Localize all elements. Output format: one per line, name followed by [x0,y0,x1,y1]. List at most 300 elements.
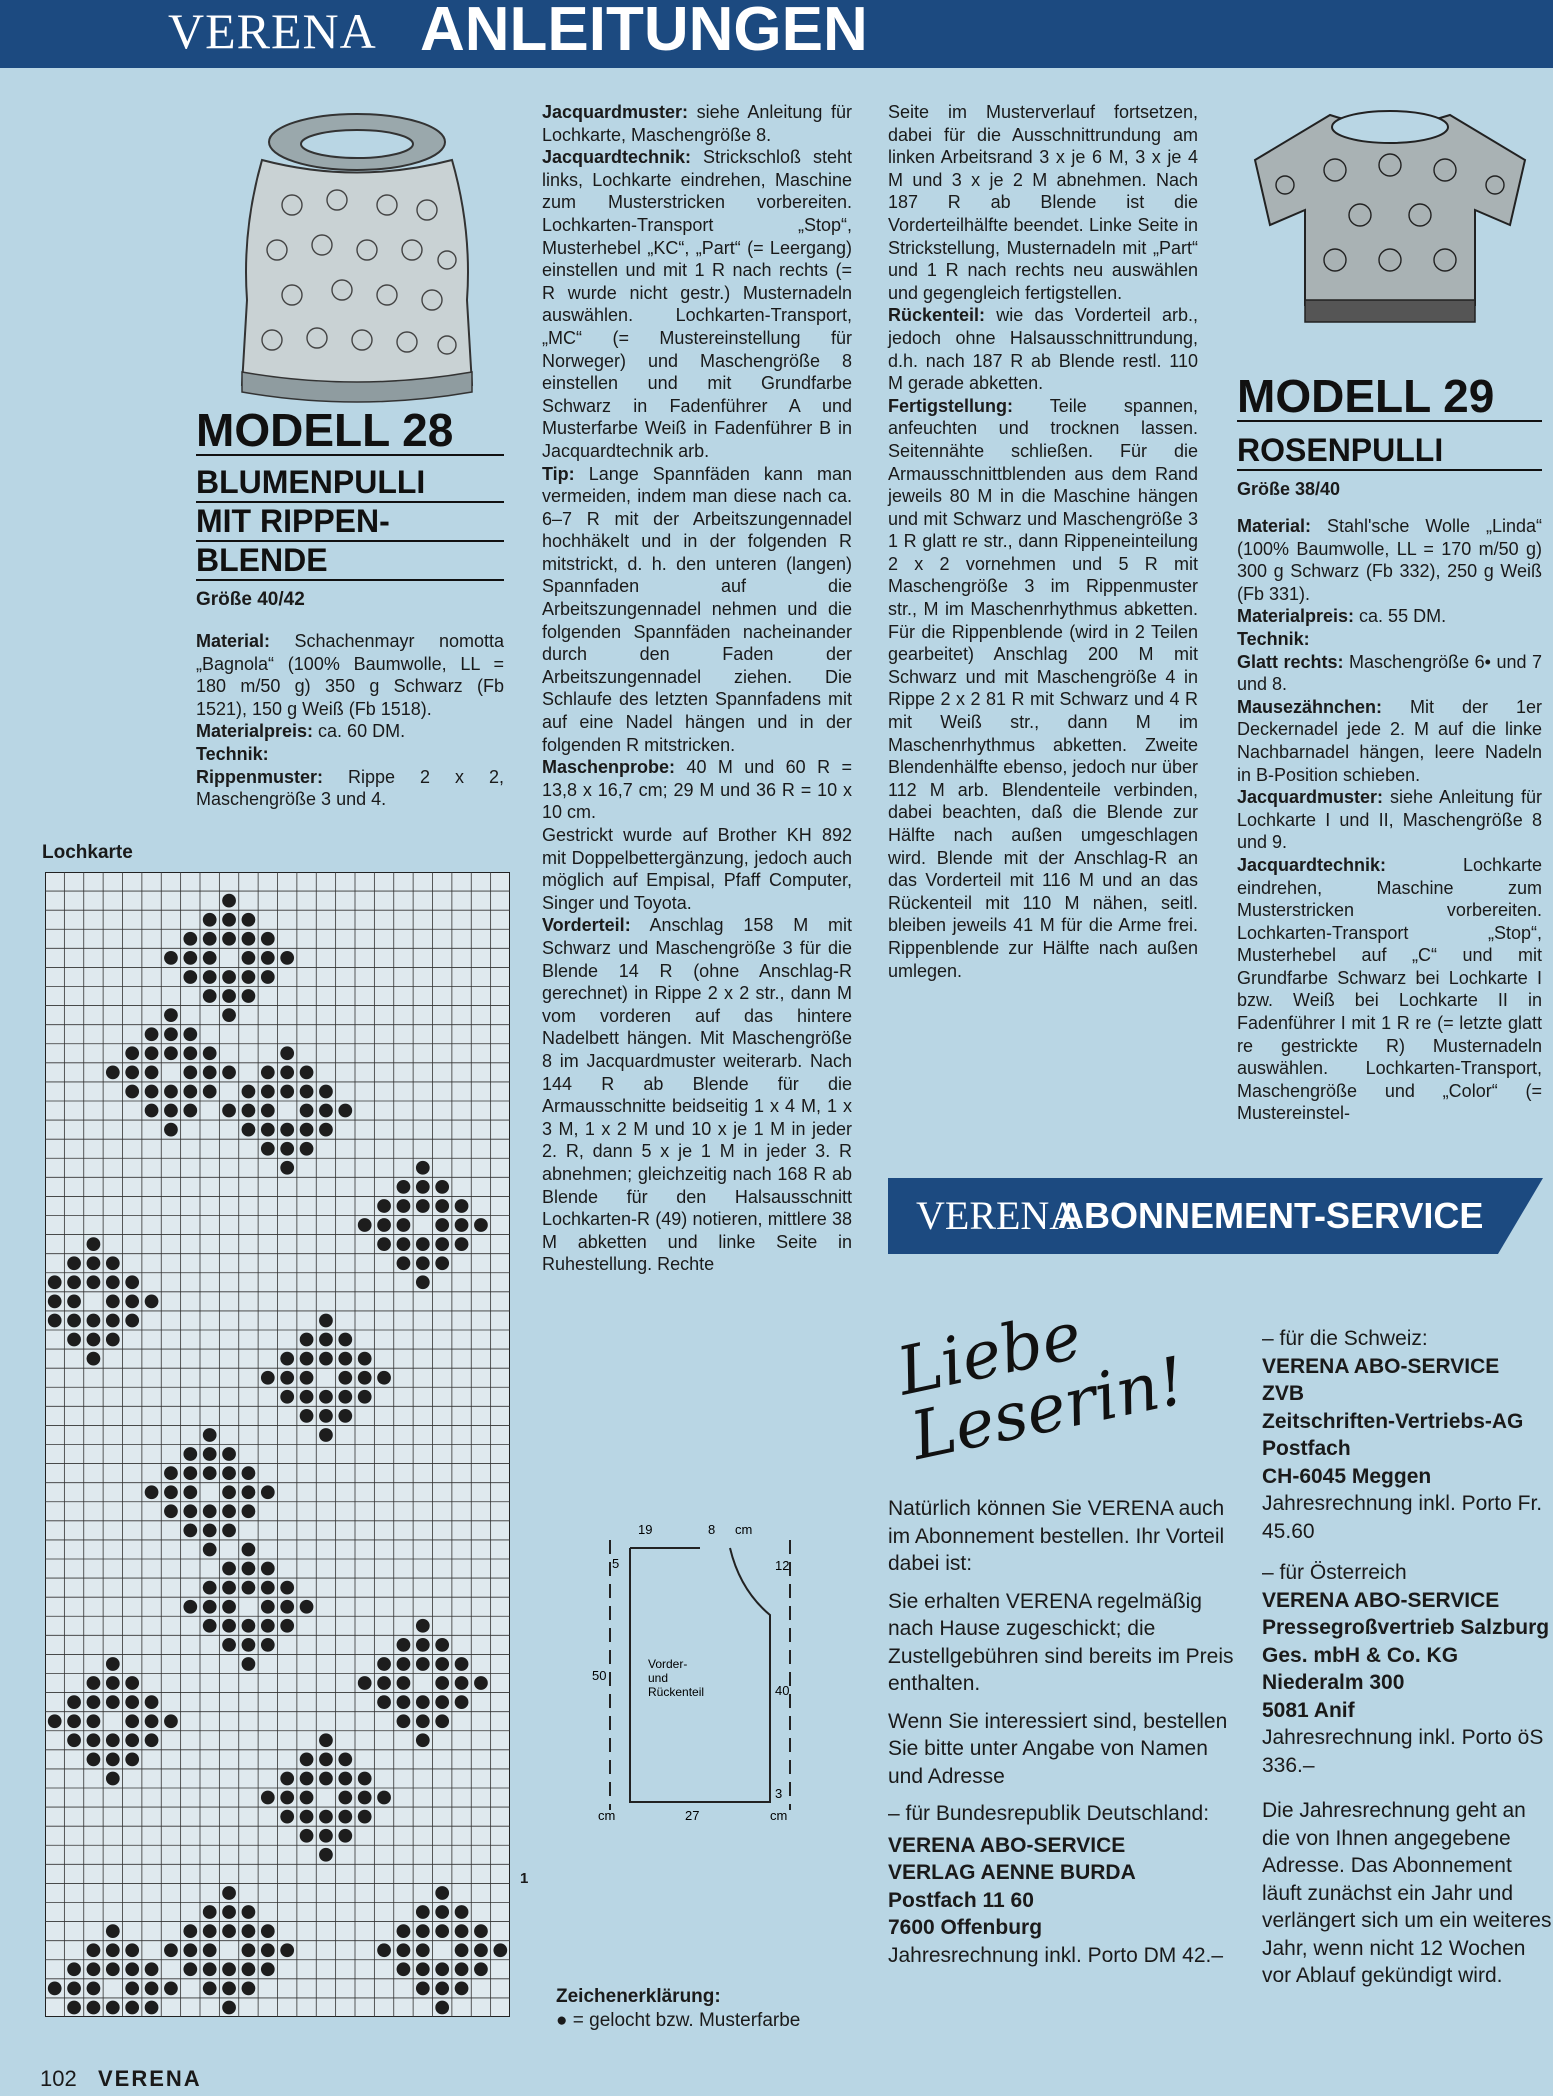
greeting-script: Liebe Leserin! [890,1296,1192,1476]
abo-germany-line-3: Postfach 11 60 [888,1888,1034,1912]
punch-hole [261,1791,275,1805]
model-28-size: Größe 40/42 [196,588,305,610]
punch-hole [280,1581,294,1595]
punch-hole [261,1485,275,1499]
punch-hole [222,1485,236,1499]
punch-hole [319,1733,333,1747]
label: Materialpreis: [196,721,314,742]
label: Tip: [542,463,575,484]
header-title: ANLEITUNGEN [420,0,868,64]
punch-hole [203,989,217,1003]
punch-hole [338,1753,352,1767]
punch-hole [474,1218,488,1232]
punch-hole [319,1753,333,1767]
punch-hole [183,1027,197,1041]
text: Rippe 2 x 2, Maschengröße 3 und 4. [196,766,504,810]
punch-hole [164,1027,178,1041]
punch-hole [261,1943,275,1957]
abo-germany-price: Jahresrechnung inkl. Porto DM 42.– [888,1943,1224,1967]
abo-banner-brand: VERENA [916,1193,1079,1238]
punch-hole [125,2001,139,2015]
punch-hole [48,1314,62,1328]
abo-austria-line-1: VERENA ABO-SERVICE [1262,1588,1500,1612]
punch-hole [319,1390,333,1404]
punch-hole [48,1982,62,1996]
punch-hole [222,1619,236,1633]
punch-hole [183,1524,197,1538]
punch-hole [280,1123,294,1137]
punch-hole [455,1943,469,1957]
punch-hole [106,1753,120,1767]
punch-hole [145,1046,159,1060]
punch-hole [300,1104,314,1118]
punch-hole [377,1943,391,1957]
punch-hole [261,1066,275,1080]
punch-hole [106,1333,120,1347]
punch-hole [242,1123,256,1137]
punch-hole [300,1142,314,1156]
dim-top-unit: cm [735,1522,753,1537]
punch-hole [416,1237,430,1251]
text: Lochkarte eindrehen, Maschine zum Musterstricken vorbereiten. Lochkarten-Transport „Stop“, Musterhebel auf „C“ und mit Grundfarbe Schwarz bei Lochkarte I bzw. Weiß bei Lochkarte II in Fadenführer I mit 1 R re (= letzte glatt re gestrickte R) Musternadeln auswählen. Lochkarten-Transport, Maschengröße und „Color“ (= Mustereinstel- [1237,854,1542,1124]
punch-hole [358,1772,372,1786]
lochkarte-grid [45,872,510,2017]
punch-hole [242,1619,256,1633]
punch-hole [416,1943,430,1957]
punch-hole [319,1123,333,1137]
punch-hole [203,1466,217,1480]
punch-hole [300,1772,314,1786]
punch-hole [48,1295,62,1309]
abo-intro-1: Natürlich können Sie VERENA auch im Abonnement bestellen. Ihr Vorteil dabei ist: [888,1497,1225,1575]
punch-hole [203,913,217,927]
punch-hole [358,1352,372,1366]
model-28-materials [196,630,504,811]
punch-hole [183,1046,197,1060]
abo-banner-text [888,1178,1543,1254]
punch-hole [87,1753,101,1767]
punch-hole [87,1733,101,1747]
abo-austria-line-5: 5081 Anif [1262,1698,1355,1722]
punch-hole [435,1657,449,1671]
punch-hole [106,1066,120,1080]
punch-hole [435,1982,449,1996]
punch-hole [435,1237,449,1251]
punch-hole [261,932,275,946]
punch-hole [358,1371,372,1385]
punch-hole [145,1714,159,1728]
punch-hole [397,1180,411,1194]
punch-hole [261,1962,275,1976]
punch-hole [416,1161,430,1175]
punch-hole [377,1657,391,1671]
punch-hole [377,1237,391,1251]
punch-hole [261,1619,275,1633]
abo-switzerland-line-2: ZVB [1262,1382,1304,1405]
punch-hole [183,1466,197,1480]
punch-hole [145,1485,159,1499]
punch-hole [67,1275,81,1289]
punch-hole [280,1046,294,1060]
punch-hole [125,1982,139,1996]
punch-hole [222,1504,236,1518]
punch-hole [416,1982,430,1996]
punch-hole [416,1962,430,1976]
punch-hole [377,1676,391,1690]
instructions-column-2 [542,101,852,1276]
punch-hole [242,1638,256,1652]
punch-hole [416,1657,430,1671]
punch-hole [261,1924,275,1938]
punch-hole [87,1714,101,1728]
punch-hole [377,1695,391,1709]
model-29-block [1237,372,1542,500]
punch-hole [242,1562,256,1576]
model-28-heading: MODELL 28 [196,406,504,456]
sleeveless-sweater-illustration [222,110,492,415]
punch-hole [455,1695,469,1709]
punch-hole [203,1962,217,1976]
punch-hole [125,1733,139,1747]
punch-hole [222,1886,236,1900]
punch-hole [397,1676,411,1690]
model-29-heading: MODELL 29 [1237,372,1542,422]
punch-hole [319,1772,333,1786]
abo-austria-line-4: Niederalm 300 [1262,1671,1405,1694]
punch-hole [338,1772,352,1786]
punch-hole [222,1905,236,1919]
abo-switzerland-line-5: CH-6045 Meggen [1262,1464,1432,1488]
punch-hole [145,2001,159,2015]
rose-sweater-illustration [1240,105,1540,335]
label: Technik: [1237,628,1310,649]
text: wie das Vorderteil arb., jedoch ohne Halsausschnittrundung, d.h. nach 187 R ab Blende restl. 110 M gerade abketten. [888,305,1198,394]
punch-hole [455,1982,469,1996]
punch-hole [358,1390,372,1404]
punch-hole [106,1657,120,1671]
punch-hole [435,2001,449,2015]
punch-hole [455,1676,469,1690]
punch-hole [280,1619,294,1633]
punch-hole [106,1695,120,1709]
punch-hole [164,1123,178,1137]
abo-austria-line-2: Pressegroßvertrieb Salzburg [1262,1616,1550,1639]
punch-hole [183,932,197,946]
text: ca. 60 DM. [313,721,406,742]
punch-hole [125,1066,139,1080]
punch-hole [280,1943,294,1957]
model-28-subtitle-line-2: MIT RIPPEN- [196,503,504,542]
punch-hole [222,989,236,1003]
punch-hole [125,1314,139,1328]
text: Lange Spannfäden kann man vermeiden, indem man diese nach ca. 6–7 R mit der Arbeitszungennadel hochhäkelt und in der folgenden R mitstrickt, d. h. den unteren (langen) Spannfaden auf die Arbeitszungennadel nehmen und die folgenden Spannfäden nacheinander durch den Faden der Arbeitszungennadel ziehen. Die Schlaufe des letzten Spannfadens mit auf eine Nadel hängen und in der folgenden R mitstricken. [542,463,852,755]
dim-top-mid: 8 [708,1522,716,1537]
punch-hole [222,1962,236,1976]
dim-left-top: 5 [612,1556,620,1571]
punch-hole [106,1924,120,1938]
punch-hole [222,1447,236,1461]
punch-hole [222,913,236,927]
dim-bottom: 27 [685,1808,700,1820]
dim-right-bottom: 3 [775,1786,783,1801]
punch-hole [164,1085,178,1099]
punch-hole [222,1600,236,1614]
punch-hole [416,1199,430,1213]
punch-hole [222,932,236,946]
punch-hole [280,1142,294,1156]
punch-hole [145,1982,159,1996]
punch-hole [300,1352,314,1366]
footer-brand: VERENA [98,2066,202,2091]
punch-hole [435,1199,449,1213]
punch-hole [377,1218,391,1232]
page-number: 102 [40,2066,77,2091]
punch-hole [242,1543,256,1557]
punch-hole [87,1314,101,1328]
abo-germany-line-2: VERLAG AENNE BURDA [888,1861,1136,1884]
dim-left-mid: 50 [592,1668,607,1683]
label: Jacquardtechnik: [542,147,692,168]
model-28-block [196,406,504,611]
punch-hole [87,1962,101,1976]
punch-hole [125,1943,139,1957]
abo-germany-line-1: VERENA ABO-SERVICE [888,1833,1126,1857]
punch-hole [183,1924,197,1938]
punch-hole [203,1924,217,1938]
punch-hole [319,1333,333,1347]
abo-right-column [1262,1325,1552,2000]
punch-hole [397,1962,411,1976]
punch-hole [67,2001,81,2015]
punch-hole [435,1924,449,1938]
punch-hole [203,1428,217,1442]
punch-hole [87,1695,101,1709]
label: Jacquardtechnik: [1237,854,1387,875]
garment-schematic [590,1520,810,1820]
punch-hole [106,1256,120,1270]
text: siehe Anleitung für Lochkarte, Maschengröße 8. [542,102,852,145]
punch-hole [125,1295,139,1309]
punch-hole [319,1409,333,1423]
schematic-label-line-3: Rückenteil [648,1685,705,1699]
punch-hole [319,1352,333,1366]
punch-hole [319,1810,333,1824]
punch-hole [397,1695,411,1709]
punch-hole [397,1256,411,1270]
punch-hole [300,1810,314,1824]
punch-hole [280,1772,294,1786]
punch-hole [358,1791,372,1805]
punch-hole [319,1085,333,1099]
dim-bottom-unit-left: cm [598,1808,616,1820]
punch-hole [280,1390,294,1404]
punch-hole [338,1810,352,1824]
label: Jacquardmuster: [542,102,689,122]
text: Strickschloß steht links, Lochkarte eindrehen, Maschine zum Musterstricken vorbereiten. Lochkarten-Transport „Stop“, Musterhebel „KC“, „Part“ (= Leergang) einstellen und mit 1 R nach rechts (= R wurde nicht gestr.) Musternadeln auswählen. Lochkarten-Transport, „MC“ (= Mustereinstellung für Norweger) und Maschengröße 8 einstellen und mit Grundfarbe Schwarz in Fadenführer A und Musterfarbe Weiß in Fadenführer B in Jacquardtechnik arb. [542,147,852,461]
punch-hole [203,1982,217,1996]
punch-hole [242,932,256,946]
punch-hole [222,1104,236,1118]
punch-hole [87,1676,101,1690]
punch-hole [300,1791,314,1805]
punch-hole [203,1943,217,1957]
brand-logo: VERENA [168,3,377,59]
punch-hole [48,1275,62,1289]
punch-hole [222,1466,236,1480]
punch-hole [125,1676,139,1690]
punch-hole [435,1256,449,1270]
model-29-subtitle: ROSENPULLI [1237,432,1542,471]
punch-hole [416,1695,430,1709]
punch-hole [106,1962,120,1976]
punch-hole [145,1085,159,1099]
punch-hole [125,1714,139,1728]
punch-hole [242,913,256,927]
punch-hole [183,1447,197,1461]
punch-hole [261,1085,275,1099]
punch-hole [261,1638,275,1652]
punch-hole [106,2001,120,2015]
punch-hole [338,1352,352,1366]
punch-hole [242,1104,256,1118]
punch-hole [203,1543,217,1557]
punch-hole [67,1256,81,1270]
punch-hole [416,1924,430,1938]
label: Maschenprobe: [542,757,676,778]
punch-hole [300,1085,314,1099]
punch-hole [300,1371,314,1385]
punch-hole [67,1733,81,1747]
punch-hole [435,1962,449,1976]
punch-hole [377,1371,391,1385]
label: Fertigstellung: [888,395,1013,416]
legend [556,1985,800,2033]
punch-hole [397,1218,411,1232]
punch-hole [67,1295,81,1309]
punch-hole [455,1237,469,1251]
punch-hole [183,1504,197,1518]
punch-hole [261,1123,275,1137]
punch-hole [242,1085,256,1099]
punch-hole [222,1524,236,1538]
punch-hole [338,1409,352,1423]
punch-hole [67,1333,81,1347]
punch-hole [125,1962,139,1976]
punch-hole [67,1714,81,1728]
punch-hole [203,970,217,984]
punch-hole [435,1714,449,1728]
punch-hole [280,1352,294,1366]
label: Mausezähnchen: [1237,696,1383,717]
punch-hole [203,932,217,946]
punch-hole [183,1962,197,1976]
punch-hole [338,1333,352,1347]
label: Jacquardmuster: [1237,787,1384,808]
punch-hole [203,1619,217,1633]
punch-hole [106,1943,120,1957]
punch-hole [280,1161,294,1175]
punch-hole [87,1256,101,1270]
abo-germany-label: – für Bundesrepublik Deutschland: [888,1802,1210,1825]
punch-hole [358,1676,372,1690]
punch-hole [300,1829,314,1843]
punch-hole [242,1581,256,1595]
punch-hole [416,1714,430,1728]
label: Vorderteil: [542,915,631,936]
instructions-column-3 [888,101,1198,982]
punch-hole [203,1524,217,1538]
punch-hole [164,1046,178,1060]
text: siehe Anleitung für Lochkarte I und II, Maschengröße 8 und 9. [1237,787,1542,853]
abo-note: Die Jahresrechnung geht an die von Ihnen angegebene Adresse. Das Abonnement läuft zunächst ein Jahr und verlängert sich um ein weiteres Jahr, wenn nicht 12 Wochen vor Ablauf gekündigt wird. [1262,1799,1552,1987]
punch-hole [358,1218,372,1232]
punch-hole [416,1180,430,1194]
punch-hole [203,1085,217,1099]
text: Stahl'sche Wolle „Linda“ (100% Baumwolle, LL = 170 m/50 g) 300 g Schwarz (Fb 332), 250 g Weiß (Fb 331). [1237,516,1542,604]
punch-hole [242,1657,256,1671]
punch-hole [222,1924,236,1938]
punch-hole [222,1638,236,1652]
punch-hole [145,1733,159,1747]
punch-hole [280,1066,294,1080]
punch-hole [164,1485,178,1499]
punch-hole [164,1982,178,1996]
punch-hole [397,1714,411,1728]
punch-hole [125,1695,139,1709]
punch-hole [48,1714,62,1728]
punch-hole [261,1581,275,1595]
punch-hole [377,1199,391,1213]
punch-hole [203,1504,217,1518]
punch-hole [319,1428,333,1442]
lochkarte-label: Lochkarte [42,842,133,863]
punch-hole [87,2001,101,2015]
punch-hole [203,1600,217,1614]
punch-hole [125,1275,139,1289]
model-29-size: Größe 38/40 [1237,479,1341,500]
punch-hole [242,1982,256,1996]
punch-hole [455,1962,469,1976]
punch-hole [183,951,197,965]
punch-hole [125,1085,139,1099]
punch-hole [203,1905,217,1919]
punch-hole [261,1600,275,1614]
punch-hole [242,1943,256,1957]
punch-hole [280,1791,294,1805]
punch-hole [455,1905,469,1919]
punch-hole [397,1943,411,1957]
punch-hole [164,1466,178,1480]
punch-hole [261,951,275,965]
model-29-instructions [1237,515,1542,1125]
dot-icon: ● [556,2010,573,2031]
punch-hole [280,1810,294,1824]
punch-hole [474,1924,488,1938]
punch-hole [203,1046,217,1060]
punch-hole [87,1275,101,1289]
punch-hole [261,970,275,984]
punch-hole [435,1180,449,1194]
punch-hole [435,1695,449,1709]
punch-hole [377,1791,391,1805]
punch-hole [242,1504,256,1518]
punch-hole [222,1562,236,1576]
dim-right-top: 12 [775,1558,790,1573]
text: Maschengröße 6• und 7 und 8. [1237,651,1543,695]
punch-hole [280,1600,294,1614]
punch-hole [397,1237,411,1251]
punch-hole [455,1657,469,1671]
